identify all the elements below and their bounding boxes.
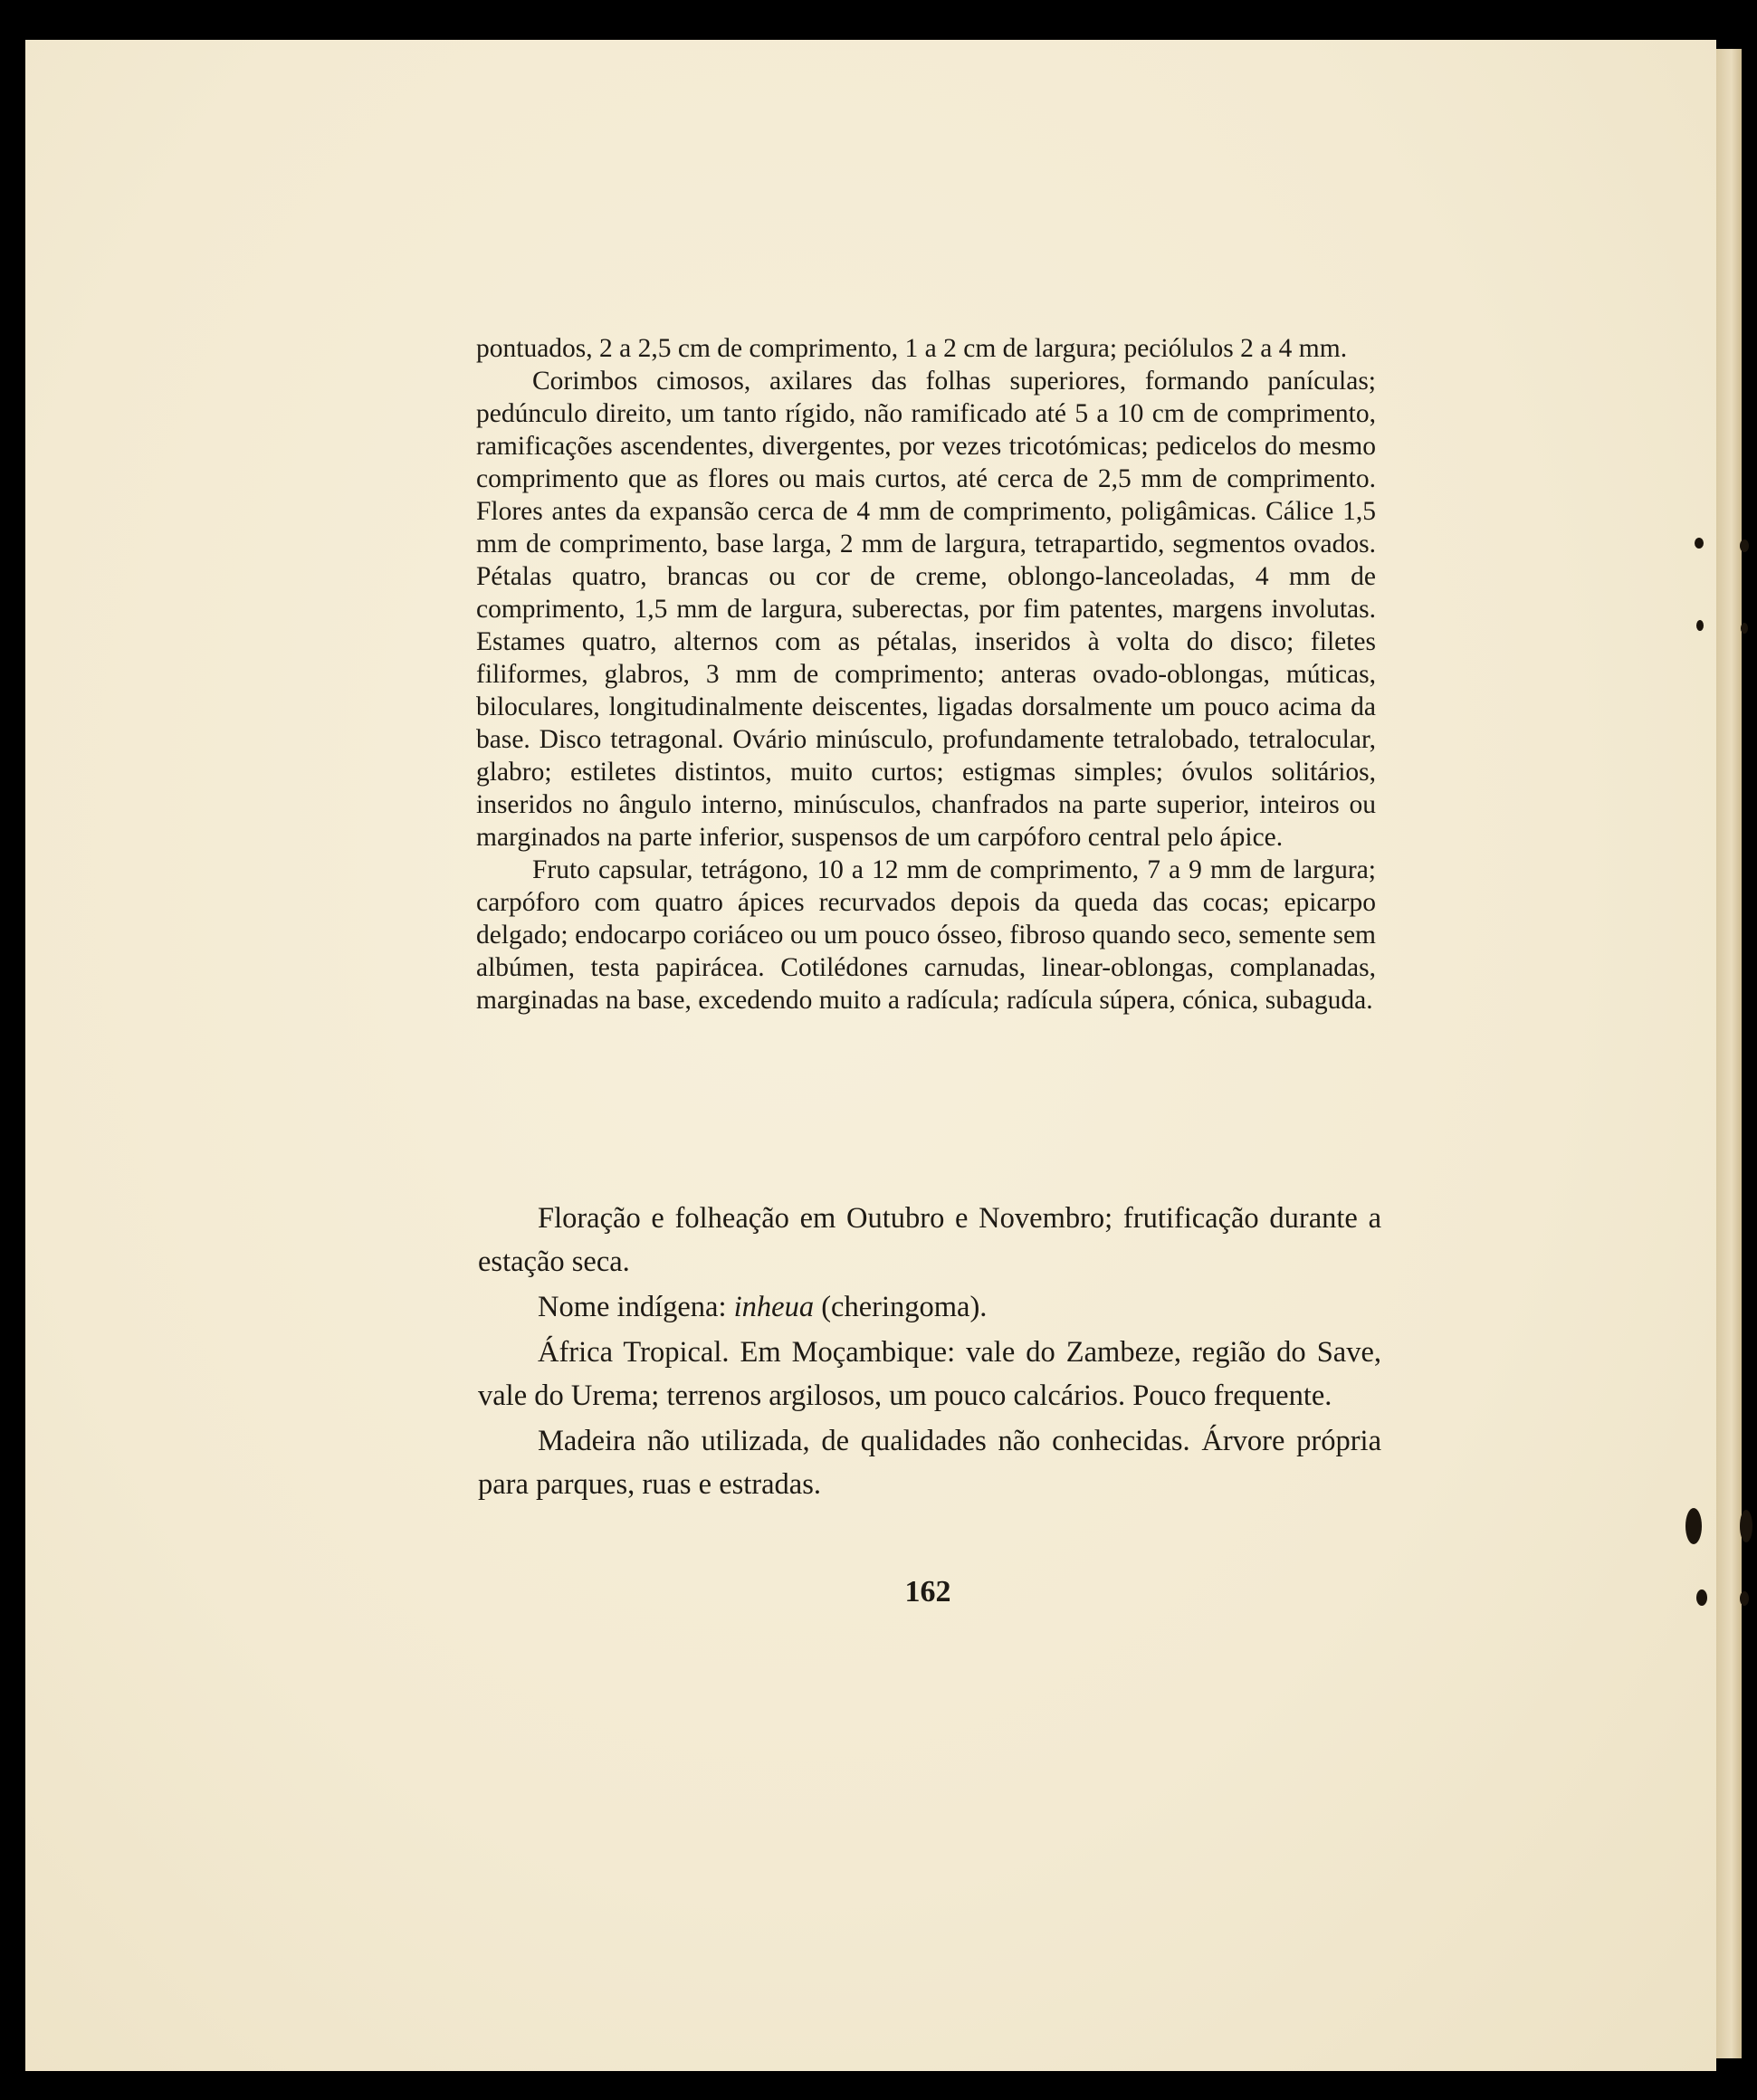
ink-spot — [1740, 1510, 1752, 1542]
ink-spot — [1741, 623, 1748, 634]
paragraph-distribution: África Tropical. Em Moçambique: vale do Zambeze, região do Save, vale do Urema; terrenos argilosos, um pouco calcários. Pouco frequente. — [478, 1336, 1381, 1412]
ink-spot — [1695, 538, 1704, 549]
paragraph-native-name — [478, 1285, 1381, 1329]
native-name-prefix: Nome indígena: — [538, 1291, 734, 1323]
paragraph-flowering: Floração e folheação em Outubro e Novembro; frutificação durante a estação seca. — [478, 1202, 1381, 1278]
paragraph-uses: Madeira não utilizada, de qualidades não conhecidas. Árvore própria para parques, ruas e estradas. — [478, 1425, 1381, 1501]
ink-spot — [1696, 620, 1704, 631]
next-page-edge — [1716, 49, 1742, 2058]
native-name: inheua — [733, 1291, 815, 1323]
notes-text — [478, 1197, 1381, 1506]
description-text — [476, 332, 1376, 1017]
paragraph-fruit: Fruto capsular, tetrágono, 10 a 12 mm de comprimento, 7 a 9 mm de largura; carpóforo com quatro ápices recurvados depois da queda das cocas; epicarpo delgado; endocarpo coriáceo ou um pouco ósseo, fibroso quando seco, semente sem albúmen, testa papirácea. Cotilédones carnudas, linear-oblongas, complanadas, marginadas na base, excedendo muito a radícula; radícula súpera, cónica, subaguda. — [476, 855, 1376, 1015]
native-name-suffix: (cheringoma). — [814, 1291, 988, 1323]
paragraph-petiolules: pontuados, 2 a 2,5 cm de comprimento, 1 a 2 cm de largura; peciólulos 2 a 4 mm. — [476, 334, 1348, 363]
paragraph-inflorescence: Corimbos cimosos, axilares das folhas superiores, formando panículas; pedúnculo direito, um tanto rígido, não ramificado até 5 a 10 cm de comprimento, ramificações ascendentes, divergentes, por vezes tricotómicas; pedicelos do mesmo comprimento que as flores ou mais curtos, até cerca de 2,5 mm de comprimento. Flores antes da expansão cerca de 4 mm de comprimento, poligâmicas. Cálice 1,5 mm de comprimento, base larga, 2 mm de largura, tetrapartido, segmentos ovados. Pétalas quatro, brancas ou cor de creme, oblongo-lanceoladas, 4 mm de comprimento, 1,5 mm de largura, suberectas, por fim patentes, margens involutas. Estames quatro, alternos com as pétalas, inseridos à volta do disco; filetes filiformes, glabros, 3 mm de comprimento; anteras ovado-oblongas, múticas, biloculares, longitudinalmente deiscentes, ligadas dorsalmente um pouco acima da base. Disco tetragonal. Ovário minúsculo, profundamente tetralobado, tetralocular, glabro; estiletes distintos, muito curtos; estigmas simples; óvulos solitários, inseridos no ângulo interno, minúsculos, chanfrados na parte superior, inteiros ou marginados na parte inferior, suspensos de um carpóforo central pelo ápice. — [476, 367, 1376, 852]
ink-spot — [1685, 1508, 1702, 1544]
ink-spot — [1740, 539, 1749, 552]
page-number: 162 — [904, 1575, 951, 1608]
